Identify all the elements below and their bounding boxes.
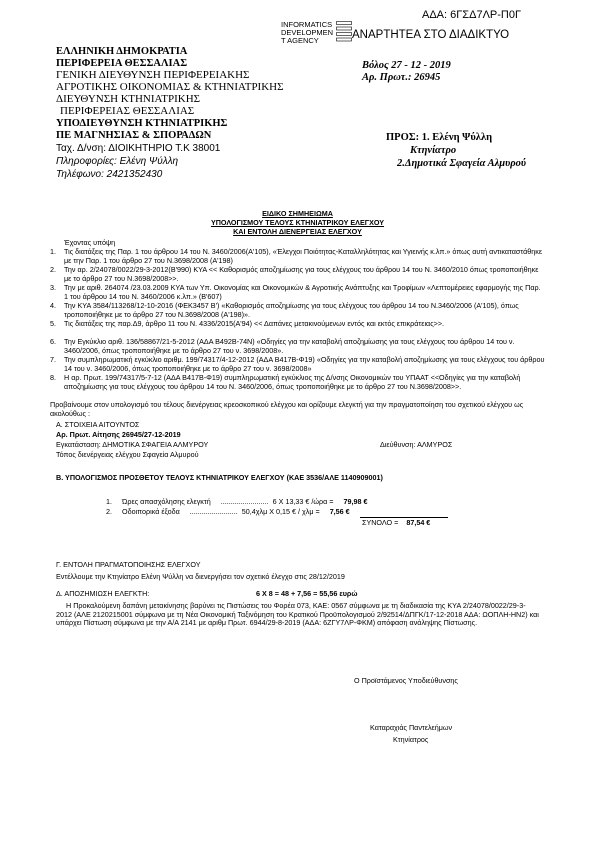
- calc-row-label: Ώρες απασχόλησης ελεγκτή: [122, 497, 211, 506]
- item-text: Την συμπληρωματική εγκύκλιο αριθμ. 199/74317/4-12-2012 (ΑΔΑ Β417Β-Φ19) «Οδηγίες για την καταβολή αποζημίωσης για τους ελέγχους του άρθρου 14 του ν. 3460/2006, όπως τροποποιήθηκε με το άρθρο 27 του ν. 3698/2008»: [64, 355, 545, 373]
- calc-row-total: 79,98 €: [343, 497, 368, 506]
- sum-total: 87,54 €: [406, 518, 431, 527]
- item-6: [50, 338, 545, 355]
- intro-paragraph: Προβαίνουμε στον υπολογισμό του τέλους διενέργειας κρεοσκοπικού ελέγχου και ορίζουμε ελεγκτή για την πραγματοποίηση του σχετικού ελέγχου ως ακολούθως :: [50, 400, 524, 418]
- title-line-2: ΥΠΟΛΟΓΙΣΜΟΥ ΤΕΛΟΥΣ ΚΤΗΝΙΑΤΡΙΚΟΥ ΕΛΕΓΧΟΥ: [210, 218, 385, 227]
- header-region: ΠΕΡΙΦΕΡΕΙΑ ΘΕΣΣΑΛΙΑΣ: [56, 58, 188, 69]
- section-c-title: Γ. ΕΝΤΟΛΗ ΠΡΑΓΜΑΤΟΠΟΙΗΣΗΣ ΕΛΕΓΧΟΥ: [56, 560, 201, 569]
- item-number: 3.: [50, 283, 56, 292]
- section-a-request: Αρ. Πρωτ. Αίτησης 26945/27-12-2019: [56, 430, 181, 439]
- header-vet-dir: ΔΙΕΥΘΥΝΣΗ ΚΤΗΝΙΑΤΡΙΚΗΣ: [56, 93, 201, 105]
- calc-row-formula: 6 Χ 13,33 € /ώρα =: [272, 497, 334, 506]
- header-magnesia: ΠΕ ΜΑΓΝΗΣΙΑΣ & ΣΠΟΡΑΔΩΝ: [56, 130, 212, 141]
- doc-date: Βόλος 27 - 12 - 2019: [362, 60, 451, 71]
- header-phone: Τηλέφωνο: 2421352430: [56, 169, 163, 180]
- section-d-title: Δ. ΑΠΟΖΗΜΙΩΣΗ ΕΛΕΓΚΤΗ:: [56, 589, 150, 598]
- item-7: [50, 356, 545, 373]
- item-text: Τις διατάξεις της παρ.Δ9, άρθρο 11 του Ν. 4336/2015(Α'94) << Δαπάνες μετακινούμενων εντός και εκτός επικράτειας>>.: [64, 319, 445, 328]
- signature-role: Κτηνίατρος: [393, 735, 429, 744]
- section-d-text: Η Προκαλούμενη δαπάνη μετακίνησης βαρύνει τις Πιστώσεις του Φορέα 073, ΚΑΕ: 0567 σύμφωνα με τη διαδικασία της ΚΥΑ 2/24078/0022/29-3-2012 (ΑΛΕ 2120215001 σύμφωνα με τη Νέα Οικονομική Ταξινόμηση του Κρατικού Προϋπολογισμού 2/92514/ΔΠΓΚ/17-12-2018 ΑΔΑ: ΩΟΠΛΗ-ΗΝ2) και υπάρχει Πίστωση σύμφωνα με την Α/Α 2141 με αριθμ Πρωτ. 6944/29-8-2019 (ΑΔΑ: 6ΖΓΥ7ΛΡ-ΦΚΜ) απόφαση ανάληψης Πίστωσης.: [56, 601, 539, 628]
- item-text: Την Εγκύκλιο αριθ. 136/58867/21-5-2012 (ΑΔΑ Β492Β-74Ν) «Οδηγίες για την καταβολή αποζημίωσης για τους ελέγχους του άρθρου 14 του ν. 3460/2006, όπως τροποποιήθηκε με το άρθρο 27 του ν. 3698/2008».: [64, 337, 515, 355]
- recipient-2: 2.Δημοτικά Σφαγεία Αλμυρού: [397, 158, 527, 169]
- item-2: [50, 266, 545, 283]
- agency-line-1: INFORMATICS: [281, 20, 333, 29]
- calc-row-dots: ........................: [220, 497, 269, 506]
- section-c-text: Εντέλλουμε την Κτηνίατρο Ελένη Ψύλλη να διενεργήσει τον σχετικό έλεγχο στις 28/12/2019: [56, 572, 345, 581]
- calc-row-number: 1.: [106, 497, 112, 506]
- item-text: Την με αριθ. 264074 /23.03.2009 ΚΥΑ των Υπ. Οικονομίας και Οικονομικών & Αγροτικής Ανάπτυξης και Τροφίμων «Λεπτομέρειες εφαρμογής της Παρ. 1 του άρθρου 14 του Ν. 3460/2006 κ.λπ.» (Β'607): [64, 283, 541, 301]
- section-a-title: Α. ΣΤΟΙΧΕΙΑ ΑΙΤΟΥΝΤΟΣ: [56, 420, 140, 429]
- sum-row: [362, 519, 430, 528]
- seal-icon: [336, 21, 352, 45]
- title-line-3: ΚΑΙ ΕΝΤΟΛΗ ΔΙΕΝΕΡΓΕΙΑΣ ΕΛΕΓΧΟΥ: [233, 227, 362, 236]
- section-d-formula: 6 Χ 8 = 48 + 7,56 = 55,56 ευρώ: [256, 589, 358, 598]
- item-number: 6.: [50, 337, 56, 346]
- item-number: 5.: [50, 319, 56, 328]
- section-a-place: Τόπος διενέργειας ελέγχου Σφαγεία Αλμυρού: [56, 450, 199, 459]
- header-republic: ΕΛΛΗΝΙΚΗ ΔΗΜΟΚΡΑΤΙΑ: [56, 46, 188, 57]
- header-agri-econ: ΑΓΡΟΤΙΚΗΣ ΟΙΚΟΝΟΜΙΑΣ & ΚΤΗΝΙΑΤΡΙΚΗΣ: [56, 81, 284, 93]
- header-info: Πληροφορίες: Ελένη Ψύλλη: [56, 156, 179, 167]
- item-text: Την ΚΥΑ 3584/113268/12-10-2016 (ΦΕΚ3457 Β') «Καθορισμός αποζημίωσης για τους ελέγχους του άρθρου 14 του Ν.3460/2006 (Α'105), όπως τροποποιήθηκε με το άρθρο 27 του Ν.3698/2008 (Α'198)».: [64, 301, 519, 319]
- item-number: 2.: [50, 265, 56, 274]
- title-line-1: ΕΙΔΙΚΟ ΣΗΜΗΕΙΩΜΑ: [262, 209, 333, 218]
- item-text: Η αρ. Πρωτ. 199/74317/5-7-12 (ΑΔΑ Β417Β-Φ19) συμπληρωματική εγκύκλιος της Δ/νσης Οικονομικών του ΥΠΑΑΤ <<Οδηγίες για την καταβολή αποζημίωσης για τους ελέγχους του άρθρου 14 του Ν. 3460/2006, όπως τροποποιήθηκε με το άρθρο 27 του Ν.3698/2008>>.: [64, 373, 521, 391]
- header-sub-dir: ΥΠΟΔΙΕΥΘΥΝΣΗ ΚΤΗΝΙΑΤΡΙΚΗΣ: [56, 118, 228, 129]
- section-b-title: Β. ΥΠΟΛΟΓΙΣΜΟΣ ΠΡΟΣΘΕΤΟΥ ΤΕΛΟΥΣ ΚΤΗΝΙΑΤΡΙΚΟΥ ΕΛΕΓΧΟΥ (ΚΑΕ 3536/ΑΛΕ 1140909001): [56, 473, 383, 482]
- signature-head: Ο Προϊστάμενος Υποδιεύθυνσης: [354, 676, 458, 685]
- agency-logo-text: [281, 21, 333, 45]
- item-3: [50, 284, 545, 301]
- item-8: [50, 374, 545, 391]
- agency-line-2: DEVELOPMEN: [281, 28, 334, 37]
- item-number: 7.: [50, 355, 56, 364]
- item-1: [50, 248, 545, 265]
- recipient-1: ΠΡΟΣ: 1. Ελένη Ψύλλη: [386, 132, 493, 143]
- protocol-number: Αρ. Πρωτ.: 26945: [362, 72, 441, 83]
- calc-row-formula: 50,4χλμ Χ 0,15 € / χλμ =: [241, 507, 320, 516]
- header-region-thessaly: ΠΕΡΙΦΕΡΕΙΑΣ ΘΕΣΣΑΛΙΑΣ: [60, 105, 195, 117]
- considering-label: Έχοντας υπόψη: [64, 238, 116, 247]
- sum-label: ΣΥΝΟΛΟ =: [362, 518, 399, 527]
- section-a-address: Διεύθυνση: ΑΛΜΥΡΟΣ: [380, 440, 453, 449]
- posted-online: ΑΝΑΡΤΗΤΕΑ ΣΤΟ ΔΙΑΔΙΚΤΥΟ: [352, 29, 510, 41]
- item-4: [50, 302, 545, 319]
- header-address: Ταχ. Δ/νση: ΔΙΟΙΚΗΤΗΡΙΟ Τ.Κ 38001: [56, 143, 221, 154]
- item-number: 4.: [50, 301, 56, 310]
- recipient-role: Κτηνίατρο: [410, 145, 457, 156]
- item-text: Την αρ. 2/24078/0022/29-3-2012(Β'990) ΚΥΑ << Καθορισμός αποζημίωσης για τους ελέγχους του άρθρου 14 του Ν. 3460/2010 όπως τροποποιήθηκε με το άρθρο 27 του Ν.3698/2008>>.: [64, 265, 539, 283]
- signature-name: Καταραχιάς Παντελεήμων: [370, 723, 453, 732]
- agency-line-3: T AGENCY: [281, 36, 319, 45]
- item-number: 8.: [50, 373, 56, 382]
- header-general-dir: ΓΕΝΙΚΗ ΔΙΕΥΘΥΝΣΗ ΠΕΡΙΦΕΡΕΙΑΚΗΣ: [56, 69, 250, 81]
- section-a-facility: Εγκατάσταση: ΔΗΜΟΤΙΚΑ ΣΦΑΓΕΙΑ ΑΛΜΥΡΟΥ: [56, 440, 209, 449]
- calc-row-1: [106, 498, 536, 507]
- item-text: Τις διατάξεις της Παρ. 1 του άρθρου 14 του Ν. 3460/2006(Α'105), «Έλεγχοι Ποιότητας-Καταλληλότητας και Υγιεινής κ.λπ.» όπως αυτή αντικαταστάθηκε με την Παρ. 1 του άρθρο 27 του Ν.3698/2008 (Α'198): [64, 247, 543, 265]
- calc-row-label: Οδοιπορικά έξοδα: [122, 507, 180, 516]
- calc-row-2: [106, 508, 536, 517]
- item-5: [50, 320, 545, 329]
- calc-row-number: 2.: [106, 507, 112, 516]
- ada-number: ΑΔΑ: 6ΓΣΔ7ΛΡ-Π0Γ: [422, 9, 522, 21]
- calc-row-dots: ........................: [189, 507, 238, 516]
- calc-row-total: 7,56 €: [329, 507, 350, 516]
- item-number: 1.: [50, 247, 56, 256]
